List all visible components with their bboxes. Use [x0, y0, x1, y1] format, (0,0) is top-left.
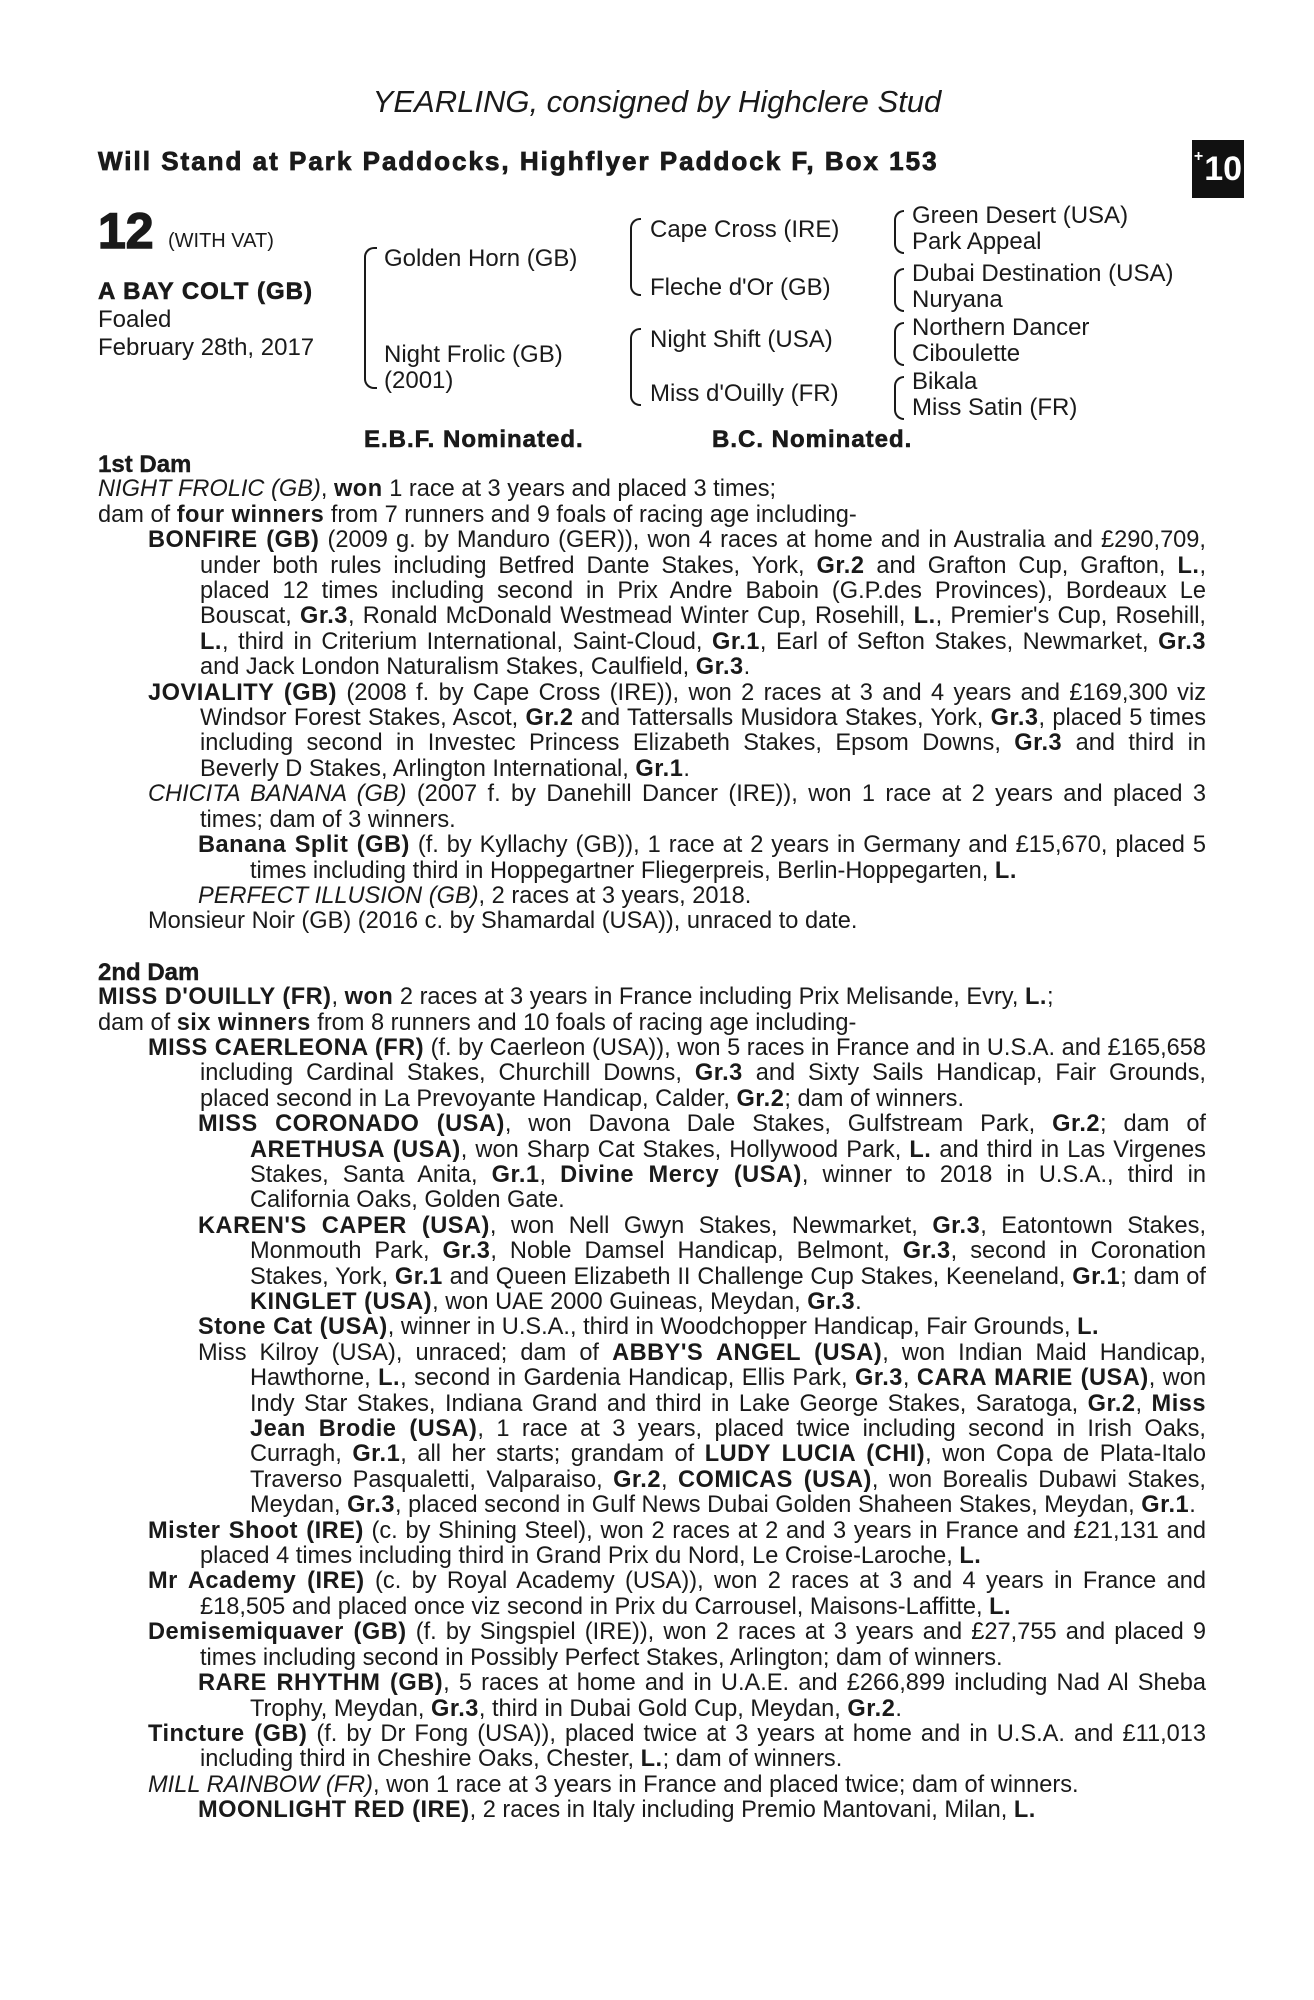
second-dam-produce: dam of six winners from 8 runners and 10 foals of racing age including- — [98, 1009, 857, 1036]
pedigree-g6: Ciboulette — [912, 340, 1021, 367]
pedigree-g8: Miss Satin (FR) — [912, 394, 1078, 421]
produce-entry: Mister Shoot (IRE) (c. by Shining Steel), won 2 races at 2 and 3 years in France and £21,131 and placed 4 times including third in Grand Prix du Nord, Le Croise-Laroche, L. — [148, 1517, 1206, 1570]
produce-entry: KAREN'S CAPER (USA), won Nell Gwyn Stakes, Newmarket, Gr.3, Eatontown Stakes, Monmouth Park, Gr.3, Noble Damsel Handicap, Belmont, Gr.3, second in Coronation Stakes, York, Gr.1 and Queen Elizabeth II Challenge Cup Stakes, Keeneland, Gr.1; dam of KINGLET (USA), won UAE 2000 Guineas, Meydan, Gr.3. — [198, 1212, 1206, 1315]
consignment-title: YEARLING, consigned by Highclere Stud — [372, 84, 942, 119]
foaled-date: February 28th, 2017 — [98, 334, 315, 361]
produce-entry: Demisemiquaver (GB) (f. by Singspiel (IRE)), won 2 races at 3 years and £27,755 and placed 9 times including second in Possibly Perfect Stakes, Arlington; dam of winners. — [148, 1619, 1206, 1671]
pedigree-brace — [894, 322, 904, 366]
produce-entry: JOVIALITY (GB) (2008 f. by Cape Cross (IRE)), won 2 races at 3 and 4 years and £169,300 viz Windsor Forest Stakes, Ascot, Gr.2 and Tattersalls Musidora Stakes, York, Gr.3, placed 5 times including second in Investec Princess Elizabeth Stakes, Epsom Downs, Gr.3 and third in Beverly D Stakes, Arlington International, Gr.1. — [148, 679, 1207, 782]
pedigree-brace — [364, 247, 377, 389]
produce-entry: MISS CAERLEONA (FR) (f. by Caerleon (USA)), won 5 races in France and in U.S.A. and £165,658 including Cardinal Stakes, Churchill Downs, Gr.3 and Sixty Sails Handicap, Fair Grounds, placed second in La Prevoyante Handicap, Calder, Gr.2; dam of winners. — [148, 1034, 1206, 1112]
pedigree-g7: Bikala — [912, 368, 978, 395]
lot-badge — [1192, 140, 1244, 198]
pedigree-brace — [894, 210, 904, 254]
location-line: Will Stand at Park Paddocks, Highflyer Paddock F, Box 153 — [98, 146, 939, 176]
produce-entry: Stone Cat (USA), winner in U.S.A., third in Woodchopper Handicap, Fair Grounds, L. — [198, 1314, 1100, 1341]
second-dam-heading: 2nd Dam — [98, 958, 200, 986]
badge-plus: + — [1193, 148, 1204, 165]
pedigree-sire-dam: Fleche d'Or (GB) — [650, 274, 831, 301]
pedigree-dam-dam: Miss d'Ouilly (FR) — [650, 380, 839, 407]
pedigree-brace — [630, 218, 641, 296]
pedigree-brace — [894, 376, 904, 420]
pedigree-dam: Night Frolic (GB) — [384, 341, 563, 368]
pedigree-g2: Park Appeal — [912, 228, 1042, 255]
produce-entry: PERFECT ILLUSION (GB), 2 races at 3 years, 2018. — [198, 882, 752, 909]
first-dam-produce: dam of four winners from 7 runners and 9 foals of racing age including- — [98, 501, 857, 528]
bc-nominated: B.C. Nominated. — [712, 426, 913, 453]
produce-entry: MISS CORONADO (USA), won Davona Dale Stakes, Gulfstream Park, Gr.2; dam of ARETHUSA (USA), won Sharp Cat Stakes, Hollywood Park, L. and third in Las Virgenes Stakes, Santa Anita, Gr.1, Divine Mercy (USA), winner to 2018 in U.S.A., third in California Oaks, Golden Gate. — [198, 1111, 1206, 1214]
produce-entry: MOONLIGHT RED (IRE), 2 races in Italy including Premio Mantovani, Milan, L. — [198, 1797, 1036, 1824]
second-dam-summary: MISS D'OUILLY (FR), won 2 races at 3 years in France including Prix Melisande, Evry, L.; — [98, 984, 1054, 1011]
lot-name: A BAY COLT (GB) — [98, 278, 314, 305]
produce-entry: Monsieur Noir (GB) (2016 c. by Shamardal (USA)), unraced to date. — [148, 908, 858, 935]
lot-number: 12 — [98, 203, 154, 259]
catalogue-body — [98, 452, 1206, 1824]
section-gap — [98, 935, 1206, 960]
produce-entry: Tincture (GB) (f. by Dr Fong (USA)), placed twice at 3 years at home and in U.S.A. and £11,013 including third in Cheshire Oaks, Chester, L.; dam of winners. — [148, 1720, 1206, 1773]
produce-entry: RARE RHYTHM (GB), 5 races at home and in U.A.E. and £266,899 including Nad Al Sheba Trophy, Meydan, Gr.3, third in Dubai Gold Cup, Meydan, Gr.2. — [198, 1670, 1206, 1722]
pedigree-g1: Green Desert (USA) — [912, 202, 1129, 229]
pedigree-brace — [630, 328, 641, 406]
first-dam-summary: NIGHT FROLIC (GB), won 1 race at 3 years and placed 3 times; — [98, 476, 777, 503]
pedigree-sire: Golden Horn (GB) — [384, 245, 578, 272]
produce-entry: CHICITA BANANA (GB) (2007 f. by Danehill Dancer (IRE)), won 1 race at 2 years and placed 3 times; dam of 3 winners. — [148, 781, 1206, 833]
produce-entry: BONFIRE (GB) (2009 g. by Manduro (GER)), won 4 races at home and in Australia and £290,709, under both rules including Betfred Dante Stakes, York, Gr.2 and Grafton Cup, Grafton, L., placed 12 times including second in Prix Andre Baboin (G.P.des Provinces), Bordeaux Le Bouscat, Gr.3, Ronald McDonald Westmead Winter Cup, Rosehill, L., Premier's Cup, Rosehill, L., third in Criterium International, Saint-Cloud, Gr.1, Earl of Sefton Stakes, Newmarket, Gr.3 and Jack London Naturalism Stakes, Caulfield, Gr.3. — [148, 527, 1206, 681]
pedigree-g5: Northern Dancer — [912, 314, 1090, 341]
produce-entry: Banana Split (GB) (f. by Kyllachy (GB)), 1 race at 2 years in Germany and £15,670, placed 5 times including third in Hoppegartner Fliegerpreis, Berlin-Hoppegarten, L. — [198, 832, 1206, 884]
produce-entry: Miss Kilroy (USA), unraced; dam of ABBY'S ANGEL (USA), won Indian Maid Handicap, Hawthorne, L., second in Gardenia Handicap, Ellis Park, Gr.3, CARA MARIE (USA), won Indy Star Stakes, Indiana Grand and third in Lake George Stakes, Saratoga, Gr.2, Miss Jean Brodie (USA), 1 race at 3 years, placed twice including second in Irish Oaks, Curragh, Gr.1, all her starts; grandam of LUDY LUCIA (CHI), won Copa de Plata-Italo Traverso Pasqualetti, Valparaiso, Gr.2, COMICAS (USA), won Borealis Dubawi Stakes, Meydan, Gr.3, placed second in Gulf News Dubai Golden Shaheen Stakes, Meydan, Gr.1. — [198, 1339, 1206, 1519]
produce-entry: Mr Academy (IRE) (c. by Royal Academy (USA)), won 2 races at 3 and 4 years in France and £18,505 and placed once viz second in Prix du Carrousel, Maisons-Laffitte, L. — [148, 1568, 1206, 1620]
produce-entry: MILL RAINBOW (FR), won 1 race at 3 years in France and placed twice; dam of winners. — [148, 1771, 1079, 1798]
pedigree-g4: Nuryana — [912, 286, 1003, 313]
pedigree-brace — [894, 268, 904, 312]
pedigree-sire-sire: Cape Cross (IRE) — [650, 216, 840, 243]
pedigree-dam-year: (2001) — [384, 367, 454, 394]
foaled-label: Foaled — [98, 306, 172, 333]
first-dam-won: won — [333, 476, 383, 503]
pedigree-dam-sire: Night Shift (USA) — [650, 326, 833, 353]
lot-vat: (WITH VAT) — [168, 230, 274, 252]
pedigree-g3: Dubai Destination (USA) — [912, 260, 1174, 287]
badge-number: 10 — [1204, 149, 1243, 188]
ebf-nominated: E.B.F. Nominated. — [364, 426, 584, 453]
first-dam-name: NIGHT FROLIC (GB) — [98, 476, 321, 503]
first-dam-heading: 1st Dam — [98, 451, 192, 478]
